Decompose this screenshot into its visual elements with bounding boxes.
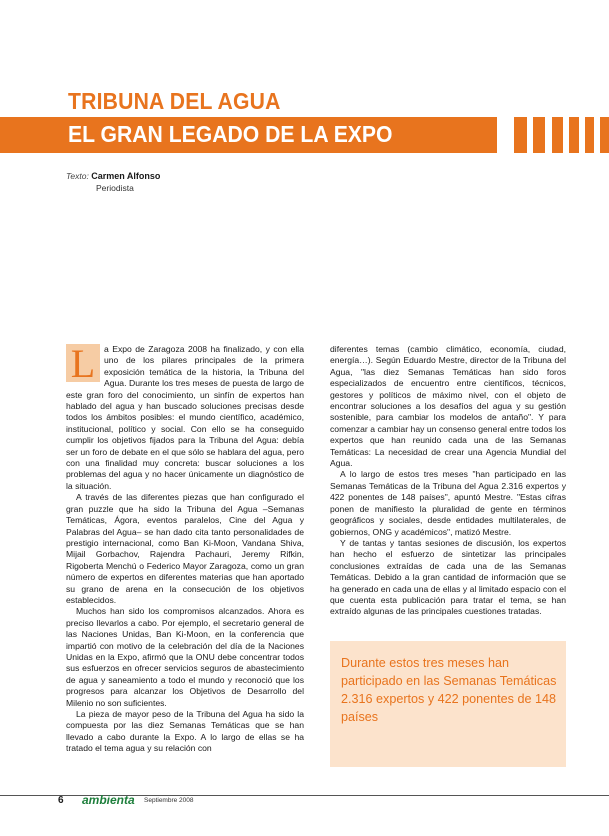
title-line-2: EL GRAN LEGADO DE LA EXPO: [68, 121, 393, 147]
author-role: Periodista: [96, 183, 134, 193]
decor-bar: [514, 117, 527, 153]
author-name: Carmen Alfonso: [91, 171, 161, 181]
drop-cap: L: [66, 344, 100, 382]
article-paragraph: Muchos han sido los compromisos alcanzados. Ahora es preciso llevarlos a cabo. Por ejemplo, el secretario general de las Naciones Unidas, Ban Ki-Moon, en la conferencia que impartió con motivo de la celebración del día de la Naciones Unidas en la Expo, afirmó que la ONU debe concentrar todos sus esfuerzos en ofrecer servicios seguros de abastecimiento de agua y saneamiento a todo el mundo y reconoció que los progresos para alcanzar los Objetivos de Desarrollo del Milenio no son suficientes.: [66, 606, 304, 708]
article-paragraph: A través de las diferentes piezas que han configurado el gran puzzle que ha sido la Tribuna del Agua –Semanas Temáticas, Ágora, eventos paralelos, Cine del Agua y Palabras del Agua– se han dado cita tanto personalidades de prestigio internacional, como Ban Ki-Moon, Vandana Shiva, Mijail Gorbachov, Rajendra Pachauri, Jeremy Rifkin, Rigoberta Menchú o Federico Mayor Zaragoza, como un gran número de expertos en diferentes materias que han aportado su grano de arena en la consecución de los objetivos establecidos.: [66, 492, 304, 605]
magazine-name: ambienta: [82, 793, 135, 807]
issue-date: Septiembre 2008: [144, 797, 194, 804]
article-paragraph: [66, 341, 304, 492]
page-number: 6: [58, 795, 64, 806]
pull-quote: Durante estos tres meses han participado en las Semanas Temáticas 2.316 expertos y 422 ponentes de 148 países: [341, 656, 557, 724]
title-line-1: TRIBUNA DEL AGUA: [68, 88, 281, 114]
byline: [66, 171, 160, 181]
article-paragraph: Y de tantas y tantas sesiones de discusión, los expertos han hecho el esfuerzo de sintetizar las principales conclusiones extraídas de cada una de las Semanas Temáticas. Debido a la gran cantidad de información que se ha generado en cada una de ellas y al limitado espacio con el que cuenta esta publicación para tratar el tema, se han extraído algunas de las principales cuestiones tratadas.: [330, 537, 566, 617]
article-column-1: [66, 341, 304, 755]
decor-bar: [585, 117, 594, 153]
byline-label: Texto:: [66, 171, 89, 181]
decor-bar: [533, 117, 545, 153]
article-paragraph: A lo largo de estos tres meses "han participado en las Semanas Temáticas de la Tribuna del Agua 2.316 expertos y 422 ponentes de 148 países", apuntó Mestre. "Estas cifras ponen de manifiesto la pluralidad de gente en términos geográficos y sociales, desde entidades multilaterales, de gobiernos, ONG y académicos", matizó Mestre.: [330, 469, 566, 537]
decor-bar: [569, 117, 579, 153]
article-paragraph: La pieza de mayor peso de la Tribuna del Agua ha sido la compuesta por las diez Semanas Temáticas que se han llevado a cabo durante la Expo. A lo largo de ellas se ha tratado el tema agua y su relación con: [66, 709, 304, 754]
decor-bar: [600, 117, 609, 153]
article-column-2: [330, 344, 566, 618]
article-paragraph: diferentes temas (cambio climático, economía, ciudad, energía…). Según Eduardo Mestre, director de la Tribuna del Agua, "las diez Semanas Temáticas han sido foros especializados de encuentro entre científicos, técnicos, gestores y políticos de máximo nivel, con el objeto de encontrar soluciones a los desafíos del agua y su gestión sostenible, para cambiar los modelos de antaño". Y para comenzar a cambiar hay un consenso general entre todos los expertos que han reunido cada una de las Semanas Temáticas: La necesidad de crear una Agencia Mundial del Agua.: [330, 344, 566, 469]
paragraph-text: a Expo de Zaragoza 2008 ha finalizado, y con ella uno de los pilares principales de la primera exposición temática de la historia, la Tribuna del Agua. Durante los tres meses de puesta de largo de este gran foro del conocimiento, un sinfín de expertos han hablado del agua y han buscado soluciones precisas desde todos los ámbitos posibles: el mundo científico, académico, institucional, político y social. Con ello se ha conseguido cumplir los objetivos fijados para la Tribuna del Agua: debía ser un foro de debate en el que sólo se hablara del agua, pero con una finalidad muy concreta: buscar soluciones a los problemas del agua y no hacer únicamente un diagnóstico de la situación.: [66, 344, 304, 491]
decor-bar: [552, 117, 563, 153]
